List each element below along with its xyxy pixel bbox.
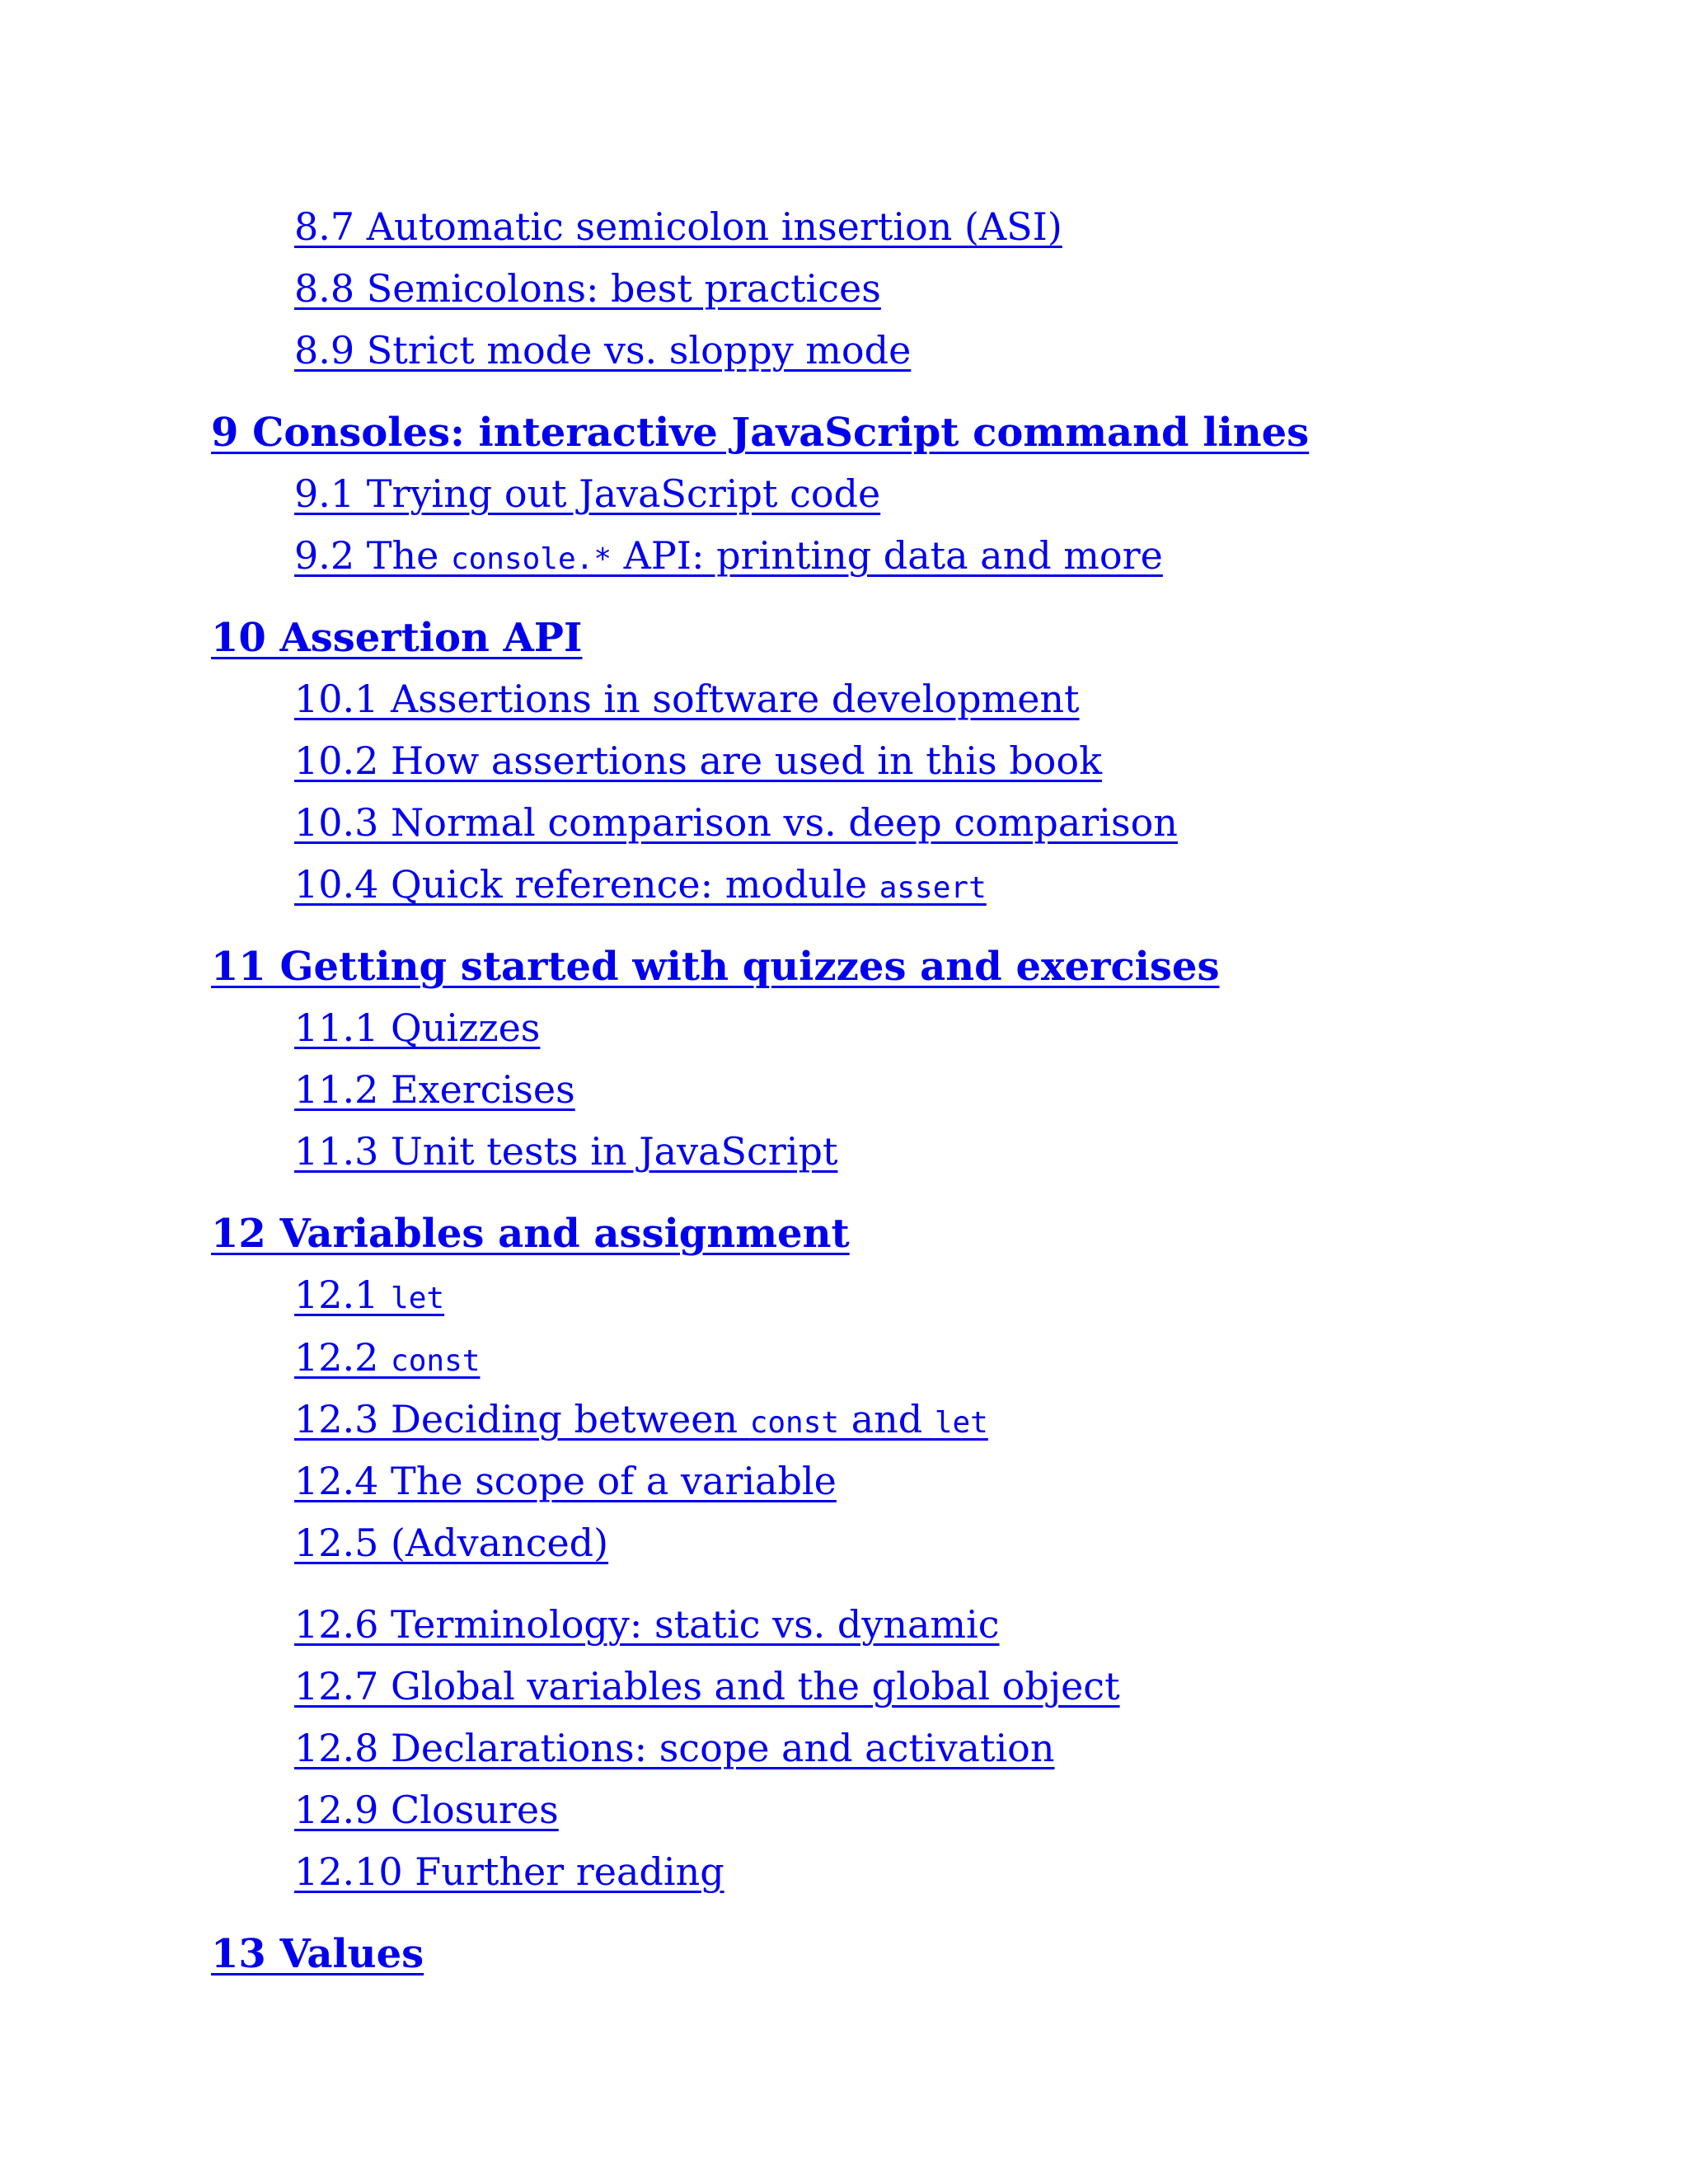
toc-chapter-link[interactable]: [211, 1931, 424, 1977]
toc-section-link[interactable]: [294, 1664, 1120, 1708]
toc-section-link[interactable]: [294, 800, 1178, 845]
toc-text: 12.6 Terminology: static vs. dynamic: [294, 1602, 1000, 1647]
toc-text: 9 Consoles: interactive JavaScript command lines: [211, 410, 1310, 456]
toc-section-link[interactable]: [294, 862, 987, 907]
toc-chapter-link[interactable]: [211, 410, 1309, 456]
toc-code-text: const: [391, 1344, 481, 1378]
toc-section-link[interactable]: [294, 1397, 988, 1441]
toc-code-text: let: [391, 1282, 445, 1315]
toc-text: 12.5 (Advanced): [294, 1521, 609, 1565]
toc-section-link[interactable]: [294, 677, 1080, 721]
toc-section-link[interactable]: [294, 1335, 480, 1380]
toc-section-link[interactable]: [294, 1459, 837, 1503]
toc-text: 10.1 Assertions in software development: [294, 677, 1080, 721]
toc-section-link[interactable]: [294, 471, 880, 516]
toc-text: 8.8 Semicolons: best practices: [294, 266, 881, 311]
toc-text: 12.10 Further reading: [294, 1849, 724, 1894]
toc-section-link[interactable]: [294, 1849, 724, 1894]
toc-text: and: [839, 1397, 935, 1441]
toc-text: 9.1 Trying out JavaScript code: [294, 471, 881, 516]
toc-section-link[interactable]: [294, 1602, 1000, 1647]
toc-section-link[interactable]: [294, 204, 1062, 249]
toc-section-link[interactable]: [294, 1129, 837, 1174]
toc-text: 10.3 Normal comparison vs. deep comparison: [294, 800, 1178, 845]
toc-text: 9.2 The: [294, 533, 451, 578]
toc-text: 12.3 Deciding between: [294, 1397, 750, 1441]
toc-section-link[interactable]: [294, 1726, 1055, 1770]
toc-text: 11 Getting started with quizzes and exercises: [211, 944, 1220, 990]
toc-text: 12.8 Declarations: scope and activation: [294, 1726, 1055, 1770]
toc-text: 8.9 Strict mode vs. sloppy mode: [294, 328, 912, 373]
toc-section-link[interactable]: [294, 1788, 559, 1832]
toc-text: 12.1: [294, 1272, 392, 1317]
toc-code-text: let: [934, 1406, 988, 1440]
toc-section-link[interactable]: [294, 1272, 444, 1317]
toc-section-link[interactable]: [294, 266, 881, 311]
toc-text: 10.4 Quick reference: module: [294, 862, 879, 907]
toc-text: 10 Assertion API: [211, 615, 583, 661]
toc-section-link[interactable]: [294, 533, 1163, 578]
toc-code-text: const: [749, 1406, 840, 1440]
toc-code-text: console.*: [450, 542, 612, 576]
toc-text: 8.7 Automatic semicolon insertion (ASI): [294, 204, 1062, 249]
toc-text: 12.4 The scope of a variable: [294, 1459, 837, 1503]
toc-text: 12.7 Global variables and the global object: [294, 1664, 1120, 1708]
toc-section-link[interactable]: [294, 1067, 575, 1112]
toc-code-text: assert: [879, 871, 987, 905]
toc-section-link[interactable]: [294, 738, 1102, 783]
toc-chapter-link[interactable]: [211, 615, 582, 661]
toc-chapter-link[interactable]: [211, 944, 1219, 990]
toc-text: 11.1 Quizzes: [294, 1005, 541, 1050]
toc-chapter-link[interactable]: [211, 1211, 850, 1257]
toc-text: 12 Variables and assignment: [211, 1211, 850, 1257]
toc-text: 11.3 Unit tests in JavaScript: [294, 1129, 838, 1174]
toc-text: 10.2 How assertions are used in this book: [294, 738, 1102, 783]
toc-text: 11.2 Exercises: [294, 1067, 575, 1112]
toc-section-link[interactable]: [294, 1005, 540, 1050]
toc-section-link[interactable]: [294, 328, 911, 373]
toc-text: 12.9 Closures: [294, 1788, 559, 1832]
toc-section-link[interactable]: [294, 1521, 608, 1565]
toc-text: API: printing data and more: [612, 533, 1163, 578]
toc-text: 12.2: [294, 1335, 392, 1380]
toc-text: 13 Values: [211, 1931, 424, 1977]
